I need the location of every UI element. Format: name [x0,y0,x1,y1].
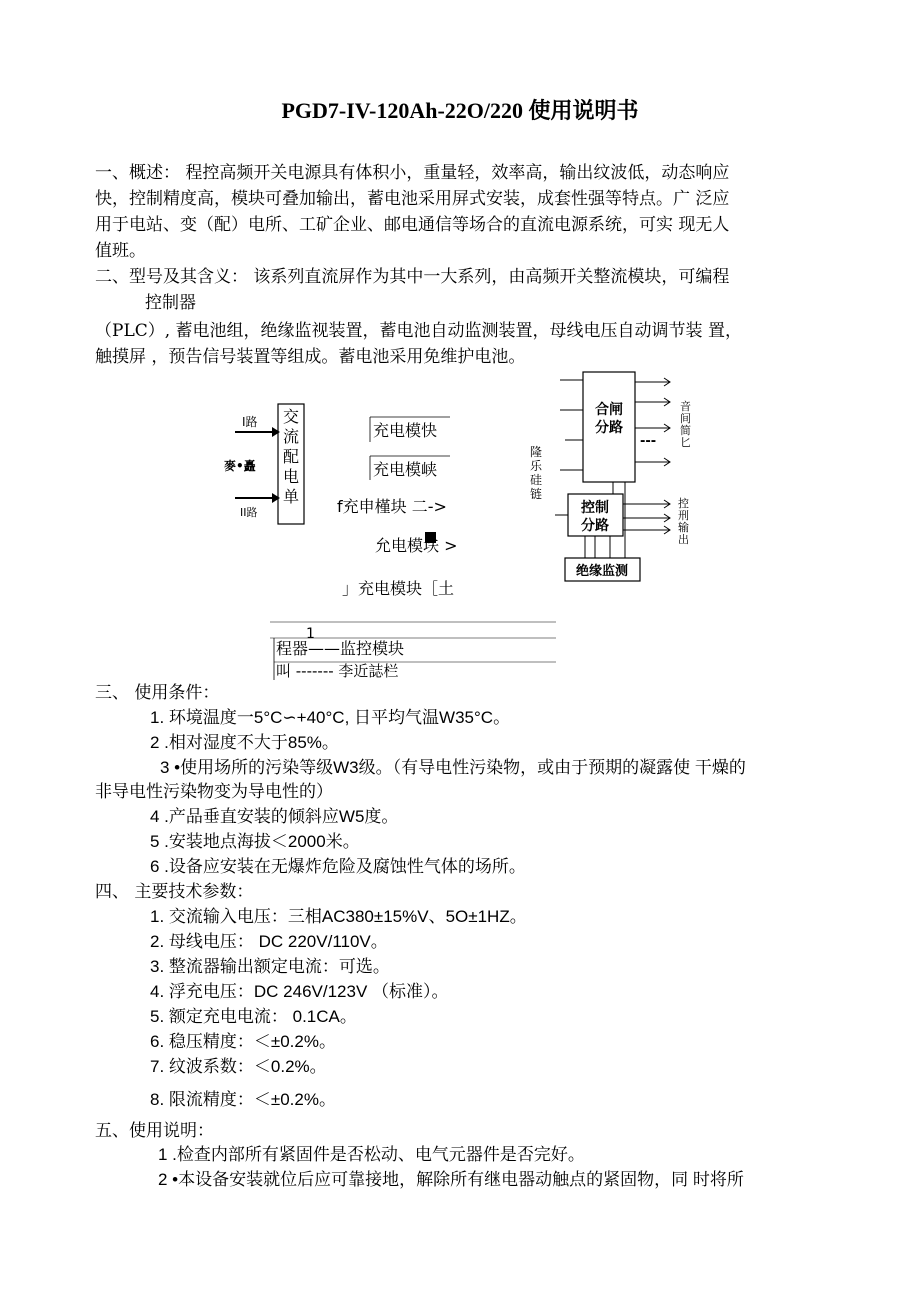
control-outputs [623,500,670,534]
param-3: 3. 整流器输出额定电流：可选。 [150,957,390,976]
control-branch-label-1: 控制 [581,500,609,516]
module-1: 充电模快 [373,421,438,440]
mid-label: 麥•矗 [224,459,256,473]
param-2: 2. 母线电压： DC 220V/110V。 [150,932,388,951]
condition-4: 4 .产品垂直安装的倾斜应W5度。 [150,807,399,826]
module-3: f充申槿块 二-> [337,497,447,516]
input-2-label: II路 [240,506,258,519]
model-line-4: 触摸屏 ，预告信号装置等组成。蓄电池采用免维护电池。 [95,347,526,367]
module-5: 」充电模块［土 [342,579,455,598]
system-diagram [220,370,720,680]
closing-branch-label-1: 合闸 [595,402,623,418]
conditions-heading: 三、 使用条件： [95,683,220,703]
model-line-1: 二、型号及其含义： 该系列直流屏作为其中一大系列，由高频开关整流模块，可编程 [95,267,730,287]
model-line-3: （PLC）, 蓄电池组，绝缘监视装置，蓄电池自动监测装置，母线电压自动调节装 置， [95,321,742,341]
param-4: 4. 浮充电压：DC 246V/123V （标准）。 [150,982,449,1001]
bottom-line-2: 叫 ------- 李近誌栏 [276,662,399,680]
page-title: PGD7-IV-120Ah-22O/220 使用说明书 [281,98,639,123]
control-branch-label-2: 分路 [581,518,609,534]
overview-line-2: 快，控制精度高，模块可叠加输出，蓄电池采用屏式安装，成套性强等特点。广 泛应 [95,189,730,209]
input-1-arrowhead [272,427,280,437]
out1-3: 简 [680,424,691,437]
out2-3: 输 [678,521,689,534]
param-1: 1. 交流输入电压：三相AC380±15%V、5O±1HZ。 [150,907,527,926]
params-heading: 四、 主要技术参数： [95,882,254,902]
svg-text:---: --- [640,434,657,449]
condition-5: 5 .安装地点海拔＜2000米。 [150,832,360,851]
condition-3-cont: 非导电性污染物变为导电性的） [95,782,333,801]
bottom-line-1: 程器——监控模块 [276,639,405,658]
instructions-heading: 五、使用说明： [95,1121,214,1141]
ac-box-char-1: 交 [282,407,300,426]
ac-box-char-4: 电 [282,467,300,486]
module-2: 充电模峡 [373,460,438,479]
module-4: 允电模垁 > [375,536,458,555]
ac-box-char-3: 配 [282,447,300,466]
overview-line-1: 一、概述： 程控高频开关电源具有体积小，重量轻，效率高，输出纹波低，动态响应 [95,163,730,183]
out2-4: 出 [678,533,689,546]
overview-line-3: 用于电站、变（配）电所、工矿企业、邮电通信等场合的直流电源系统，可实 现无人 [95,215,730,235]
bus-label-4: 链 [530,487,543,501]
model-line-2: 控制器 [145,293,196,313]
bottom-num: 1 [306,626,315,642]
instruction-1: 1 .检查内部所有紧固件是否松动、电气元器件是否完好。 [158,1145,585,1164]
condition-3: 3 •使用场所的污染等级W3级。（有导电性污染物，或由于预期的凝露使 干燥的 [160,758,746,777]
insulation-monitor-label: 绝缘监测 [575,564,629,579]
param-7: 7. 纹波系数：＜0.2%。 [150,1057,327,1076]
input-1-label: I路 [242,415,258,429]
condition-2: 2 .相对湿度不大于85%。 [150,733,339,752]
closing-outputs [635,378,670,466]
bus-label-1: 隆 [530,445,543,459]
overview-line-4: 值班。 [95,241,146,261]
ac-box-char-5: 单 [282,487,300,506]
bus-label-2: 乐 [530,459,543,473]
param-8: 8. 限流精度：＜±0.2%。 [150,1090,336,1109]
out2-2: 刑 [678,509,689,522]
instruction-2: 2 •本设备安装就位后应可靠接地，解除所有继电器动触点的紧固物，同 时将所 [158,1170,744,1189]
input-2-arrowhead [272,493,280,503]
ac-box-char-2: 流 [282,427,300,446]
condition-6: 6 .设备应安装在无爆炸危险及腐蚀性气体的场所。 [150,857,526,876]
condition-1: 1. 环境温度一5°C∽+40°C, 日平均气温W35°C。 [150,708,511,727]
out1-2: 间 [680,412,691,425]
out2-1: 控 [678,497,689,510]
param-6: 6. 稳压精度：＜±0.2%。 [150,1032,336,1051]
param-5: 5. 额定充电电流： 0.1CA。 [150,1007,357,1026]
closing-branch-label-2: 分路 [595,420,623,436]
bus-label-3: 硅 [530,473,543,487]
out1-1: 音 [680,400,691,413]
out1-4: 匕 [680,436,691,449]
